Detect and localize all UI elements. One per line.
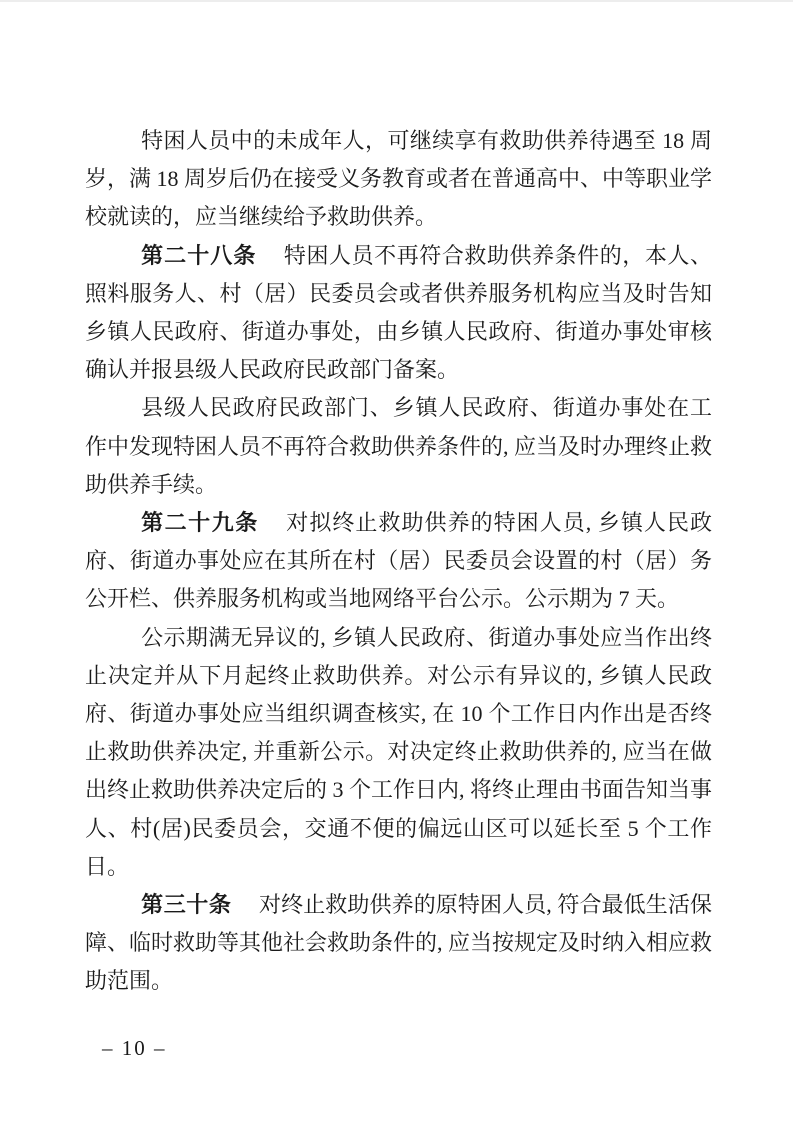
paragraph bbox=[85, 886, 712, 1001]
paragraph-text: 特困人员不再符合救助供养条件的，本人、照料服务人、村（居）民委员会或者供养服务机构应当及时告知乡镇人民政府、街道办事处，由乡镇人民政府、街道办事处审核确认并报县级人民政府民政部门备案。 bbox=[85, 242, 712, 383]
document-body bbox=[85, 122, 712, 1001]
page-footer bbox=[102, 1035, 167, 1061]
paragraph bbox=[85, 619, 712, 886]
paragraph-text: 县级人民政府民政部门、乡镇人民政府、街道办事处在工作中发现特困人员不再符合救助供养条件的, 应当及时办理终止救助供养手续。 bbox=[85, 395, 713, 497]
article-number: 第二十九条 bbox=[141, 510, 259, 536]
paragraph-text: 特困人员中的未成年人，可继续享有救助供养待遇至 18 周岁，满 18 周岁后仍在接受义务教育或者在普通高中、中等职业学校就读的，应当继续给予救助供养。 bbox=[85, 128, 713, 230]
paragraph-text: 对终止救助供养的原特困人员, 符合最低生活保障、临时救助等其他社会救助条件的, 应当按规定及时纳入相应救助范围。 bbox=[85, 892, 713, 994]
paragraph bbox=[85, 504, 712, 619]
scan-edge-artifact bbox=[0, 0, 793, 2]
page-number: – 10 – bbox=[102, 1036, 167, 1060]
paragraph-text: 公示期满无异议的, 乡镇人民政府、街道办事处应当作出终止决定并从下月起终止救助供养。对公示有异议的, 乡镇人民政府、街道办事处应当组织调查核实, 在 10 个工作日内作出是否终止救助供养决定, 并重新公示。对决定终止救助供养的, 应当在做出终止救助供养决定后的 3 个工作日内, 将终止理由书面告知当事人、村(居)民委员会，交通不便的偏远山区可以延长至 5 个工作日。 bbox=[85, 624, 713, 879]
article-number: 第三十条 bbox=[141, 892, 232, 918]
paragraph-text: 对拟终止救助供养的特困人员, 乡镇人民政府、街道办事处应在其所在村（居）民委员会设置的村（居）务公开栏、供养服务机构或当地网络平台公示。公示期为 7 天。 bbox=[85, 510, 712, 612]
paragraph bbox=[85, 122, 712, 237]
paragraph bbox=[85, 389, 712, 504]
article-number: 第二十八条 bbox=[141, 242, 257, 268]
paragraph bbox=[85, 237, 712, 390]
